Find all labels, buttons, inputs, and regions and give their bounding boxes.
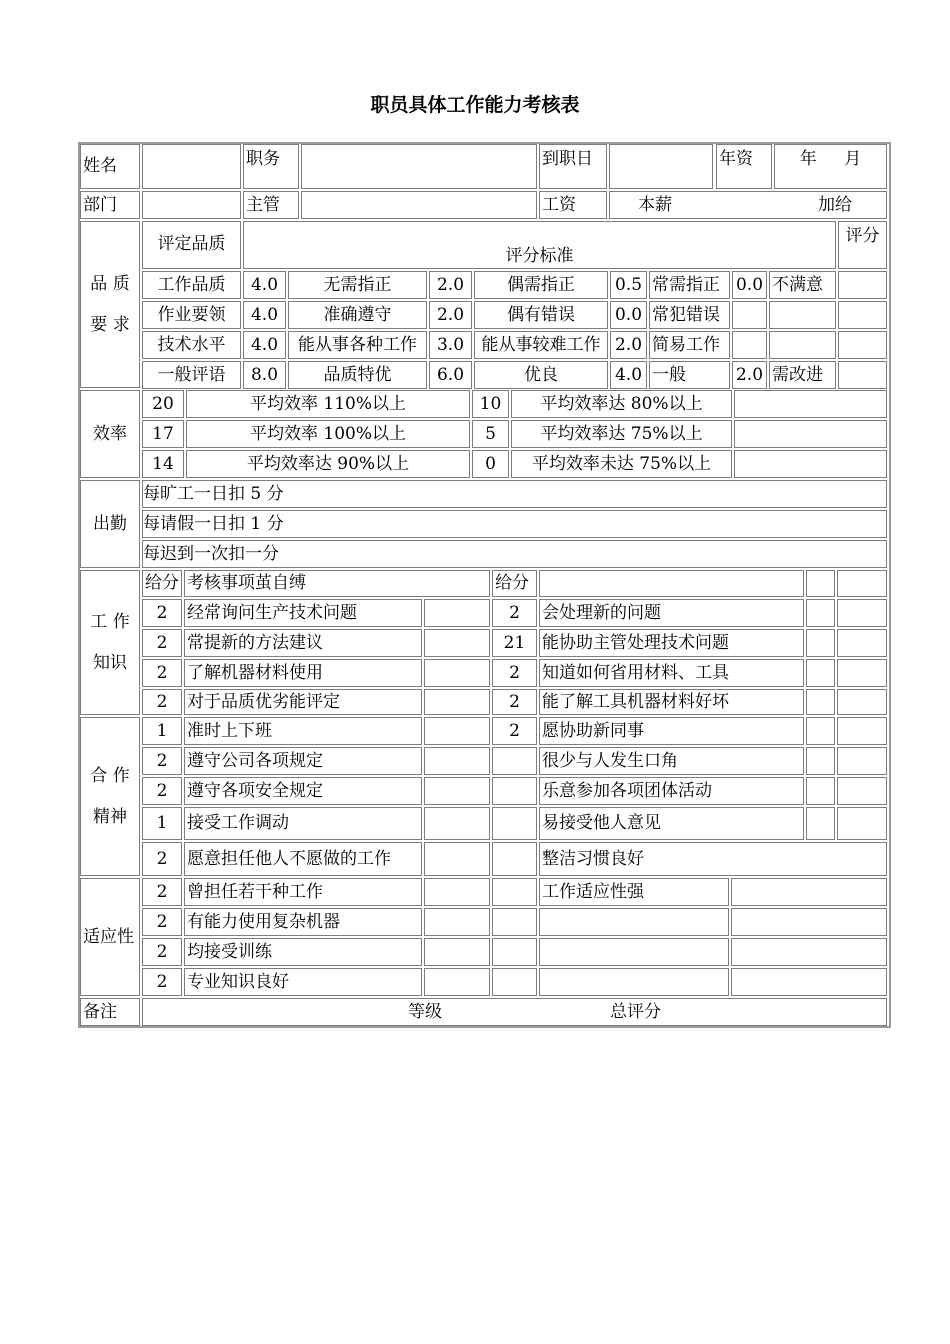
criterion-3: 常犯错误: [649, 301, 730, 329]
cooperation-score-1: 1: [142, 807, 182, 840]
cooperation-score-1: 2: [142, 777, 182, 805]
quality-score-cell[interactable]: [838, 301, 887, 329]
knowledge-item-header: 考核事项茧自缚: [184, 570, 490, 597]
efficiency-criterion-1: 平均效率达 90%以上: [186, 450, 470, 478]
cooperation-score-cell-1[interactable]: [424, 842, 490, 876]
adaptability-score-cell-2[interactable]: [731, 968, 887, 996]
cooperation-item-2: 易接受他人意见: [539, 807, 804, 840]
quality-item: 一般评语: [142, 361, 241, 389]
cooperation-score-cell-1[interactable]: [424, 807, 490, 840]
cooperation-score-1: 2: [142, 747, 182, 775]
score-4: 0.0: [732, 271, 767, 299]
cooperation-blank: [806, 717, 835, 745]
cooperation-blank: [806, 777, 835, 805]
name-label: 姓名: [80, 144, 140, 189]
cooperation-score-2: [492, 747, 537, 775]
cooperation-score-cell-1[interactable]: [424, 777, 490, 805]
adaptability-score-cell-1[interactable]: [424, 938, 490, 966]
cooperation-item-2: 愿协助新同事: [539, 717, 804, 745]
cooperation-item-2: 很少与人发生口角: [539, 747, 804, 775]
knowledge-score-2: 21: [492, 629, 537, 657]
quality-score-cell[interactable]: [838, 271, 887, 299]
criterion-1: 准确遵守: [288, 301, 427, 329]
criterion-2: 偶需指正: [474, 271, 608, 299]
criterion-3: 常需指正: [649, 271, 730, 299]
seniority-field[interactable]: 年 月: [774, 144, 887, 189]
adaptability-score-1: 2: [142, 968, 182, 996]
cooperation-item-1: 遵守各项安全规定: [184, 777, 422, 805]
score-1: 4.0: [243, 271, 286, 299]
adaptability-score-1: 2: [142, 878, 182, 906]
efficiency-score-cell[interactable]: [734, 420, 887, 448]
cooperation-score-cell-1[interactable]: [424, 717, 490, 745]
score-4: 2.0: [732, 361, 767, 389]
knowledge-score-cell-2[interactable]: [837, 689, 887, 715]
knowledge-score-cell-1[interactable]: [424, 599, 490, 627]
efficiency-score-2: 10: [472, 390, 509, 418]
knowledge-score-cell-2[interactable]: [837, 629, 887, 657]
rate-quality-header: 评定品质: [142, 221, 241, 269]
criterion-4: [769, 301, 836, 329]
criterion-2: 能从事较难工作: [474, 331, 608, 359]
knowledge-blank: [806, 570, 835, 597]
cooperation-score-cell-2[interactable]: [837, 777, 887, 805]
dept-field[interactable]: [142, 191, 241, 219]
cooperation-score-2: [492, 777, 537, 805]
adaptability-item-1: 曾担任若干种工作: [184, 878, 422, 906]
knowledge-item-2: 能了解工具机器材料好坏: [539, 689, 804, 715]
cooperation-blank: [806, 747, 835, 775]
cooperation-item-1: 遵守公司各项规定: [184, 747, 422, 775]
efficiency-score-1: 17: [142, 420, 184, 448]
knowledge-blank: [806, 689, 835, 715]
score-3: 0.5: [610, 271, 647, 299]
criterion-1: 无需指正: [288, 271, 427, 299]
score-3: 2.0: [610, 331, 647, 359]
adaptability-item-2: 工作适应性强: [539, 878, 729, 906]
join-date-field[interactable]: [609, 144, 713, 189]
name-field[interactable]: [142, 144, 241, 189]
efficiency-score-1: 20: [142, 390, 184, 418]
adaptability-score-cell-2[interactable]: [731, 908, 887, 936]
efficiency-score-2: 0: [472, 450, 509, 478]
score-1: 4.0: [243, 331, 286, 359]
knowledge-blank: [806, 599, 835, 627]
knowledge-score-1: 2: [142, 599, 182, 627]
criteria-header: 评分标准: [243, 221, 836, 269]
efficiency-section-label: 效率: [80, 390, 140, 478]
cooperation-score-1: 1: [142, 717, 182, 745]
cooperation-item-1: 愿意担任他人不愿做的工作: [184, 842, 422, 876]
supervisor-label: 主管: [243, 191, 299, 219]
adaptability-score-cell-1[interactable]: [424, 878, 490, 906]
remark-field[interactable]: [142, 998, 887, 1026]
score-3: 4.0: [610, 361, 647, 389]
knowledge-section-label: 工 作 知识: [80, 570, 140, 715]
criterion-4: 需改进: [769, 361, 836, 389]
efficiency-criterion-2: 平均效率达 80%以上: [511, 390, 732, 418]
dept-label: 部门: [80, 191, 140, 219]
quality-item: 工作品质: [142, 271, 241, 299]
attendance-section-label: 出勤: [80, 480, 140, 568]
efficiency-score-cell[interactable]: [734, 390, 887, 418]
score-3: 0.0: [610, 301, 647, 329]
attendance-rule: 每旷工一日扣 5 分: [142, 480, 887, 508]
position-label: 职务: [243, 144, 299, 189]
knowledge-item-2: 能协助主管处理技术问题: [539, 629, 804, 657]
score-2: 2.0: [429, 271, 472, 299]
cooperation-score-2: 2: [492, 717, 537, 745]
cooperation-item-1: 接受工作调动: [184, 807, 422, 840]
criterion-2: 偶有错误: [474, 301, 608, 329]
adaptability-score-cell-1[interactable]: [424, 908, 490, 936]
knowledge-score-header: 给分: [142, 570, 182, 597]
criterion-2: 优良: [474, 361, 608, 389]
criterion-1: 品质特优: [288, 361, 427, 389]
knowledge-score-2: 2: [492, 599, 537, 627]
cooperation-score-2: [492, 842, 537, 876]
knowledge-score-cell-1[interactable]: [424, 629, 490, 657]
base-pay-label: 本薪: [638, 194, 672, 215]
adaptability-item-2: [539, 908, 729, 936]
cooperation-score-cell-2[interactable]: [837, 717, 887, 745]
page-title: 职员具体工作能力考核表: [370, 94, 580, 116]
cooperation-score-cell-2[interactable]: [837, 807, 887, 840]
score-4: [732, 331, 767, 359]
adaptability-item-2: [539, 968, 729, 996]
knowledge-score-1: 2: [142, 659, 182, 687]
knowledge-item-2: 会处理新的问题: [539, 599, 804, 627]
quality-item: 技术水平: [142, 331, 241, 359]
adaptability-item-1: 有能力使用复杂机器: [184, 908, 422, 936]
adaptability-score-1: 2: [142, 908, 182, 936]
knowledge-score-2: 2: [492, 689, 537, 715]
join-date-label: 到职日: [539, 144, 607, 189]
cooperation-section-label: 合 作 精神: [80, 717, 140, 876]
adaptability-score-2: [492, 878, 537, 906]
knowledge-item-header-2: [539, 570, 804, 597]
score-2: 6.0: [429, 361, 472, 389]
knowledge-item-1: 对于品质优劣能评定: [184, 689, 422, 715]
knowledge-item-1: 常提新的方法建议: [184, 629, 422, 657]
knowledge-item-1: 了解机器材料使用: [184, 659, 422, 687]
knowledge-score-cell[interactable]: [837, 570, 887, 597]
knowledge-score-1: 2: [142, 689, 182, 715]
knowledge-score-cell-2[interactable]: [837, 599, 887, 627]
score-header: 评分: [838, 221, 887, 269]
criterion-4: [769, 331, 836, 359]
criterion-3: 一般: [649, 361, 730, 389]
salary-field[interactable]: [609, 191, 887, 219]
grade-label: 等级: [408, 1001, 442, 1022]
knowledge-score-cell-1[interactable]: [424, 659, 490, 687]
efficiency-criterion-2: 平均效率达 75%以上: [511, 420, 732, 448]
adaptability-item-1: 均接受训练: [184, 938, 422, 966]
score-4: [732, 301, 767, 329]
adaptability-score-cell-2[interactable]: [731, 878, 887, 906]
total-score-label: 总评分: [610, 1001, 661, 1022]
efficiency-score-1: 14: [142, 450, 184, 478]
adaptability-score-2: [492, 938, 537, 966]
quality-score-cell[interactable]: [838, 361, 887, 389]
knowledge-item-1: 经常询问生产技术问题: [184, 599, 422, 627]
attendance-rule: 每请假一日扣 1 分: [142, 510, 887, 538]
criterion-1: 能从事各种工作: [288, 331, 427, 359]
adaptability-score-cell-2[interactable]: [731, 938, 887, 966]
cooperation-blank: [806, 807, 835, 840]
adaptability-score-2: [492, 908, 537, 936]
efficiency-criterion-2: 平均效率未达 75%以上: [511, 450, 732, 478]
adaptability-section-label: 适应性: [80, 878, 140, 996]
knowledge-score-2: 2: [492, 659, 537, 687]
efficiency-score-cell[interactable]: [734, 450, 887, 478]
knowledge-item-2: 知道如何省用材料、工具: [539, 659, 804, 687]
cooperation-item-1: 准时上下班: [184, 717, 422, 745]
score-2: 3.0: [429, 331, 472, 359]
knowledge-score-cell-2[interactable]: [837, 659, 887, 687]
quality-item: 作业要领: [142, 301, 241, 329]
adaptability-item-1: 专业知识良好: [184, 968, 422, 996]
extra-pay-label: 加给: [818, 194, 852, 215]
remark-label: 备注: [80, 998, 140, 1026]
knowledge-score-1: 2: [142, 629, 182, 657]
cooperation-score-2: [492, 807, 537, 840]
salary-label: 工资: [539, 191, 607, 219]
position-field[interactable]: [301, 144, 537, 189]
cooperation-score-1: 2: [142, 842, 182, 876]
cooperation-score-cell-2[interactable]: [837, 747, 887, 775]
cooperation-item-2: 乐意参加各项团体活动: [539, 777, 804, 805]
cooperation-item-2: 整洁习惯良好: [539, 842, 887, 876]
criterion-3: 简易工作: [649, 331, 730, 359]
supervisor-field[interactable]: [301, 191, 537, 219]
adaptability-item-2: [539, 938, 729, 966]
criterion-4: 不满意: [769, 271, 836, 299]
adaptability-score-1: 2: [142, 938, 182, 966]
quality-score-cell[interactable]: [838, 331, 887, 359]
attendance-rule: 每迟到一次扣一分: [142, 540, 887, 568]
score-1: 4.0: [243, 301, 286, 329]
efficiency-score-2: 5: [472, 420, 509, 448]
seniority-label: 年资: [716, 144, 772, 189]
adaptability-score-cell-1[interactable]: [424, 968, 490, 996]
knowledge-blank: [806, 629, 835, 657]
knowledge-score-header-2: 给分: [492, 570, 537, 597]
cooperation-score-cell-1[interactable]: [424, 747, 490, 775]
quality-section-label: 品 质 要 求: [80, 221, 140, 388]
score-2: 2.0: [429, 301, 472, 329]
knowledge-blank: [806, 659, 835, 687]
adaptability-score-2: [492, 968, 537, 996]
knowledge-score-cell-1[interactable]: [424, 689, 490, 715]
score-1: 8.0: [243, 361, 286, 389]
efficiency-criterion-1: 平均效率 100%以上: [186, 420, 470, 448]
efficiency-criterion-1: 平均效率 110%以上: [186, 390, 470, 418]
